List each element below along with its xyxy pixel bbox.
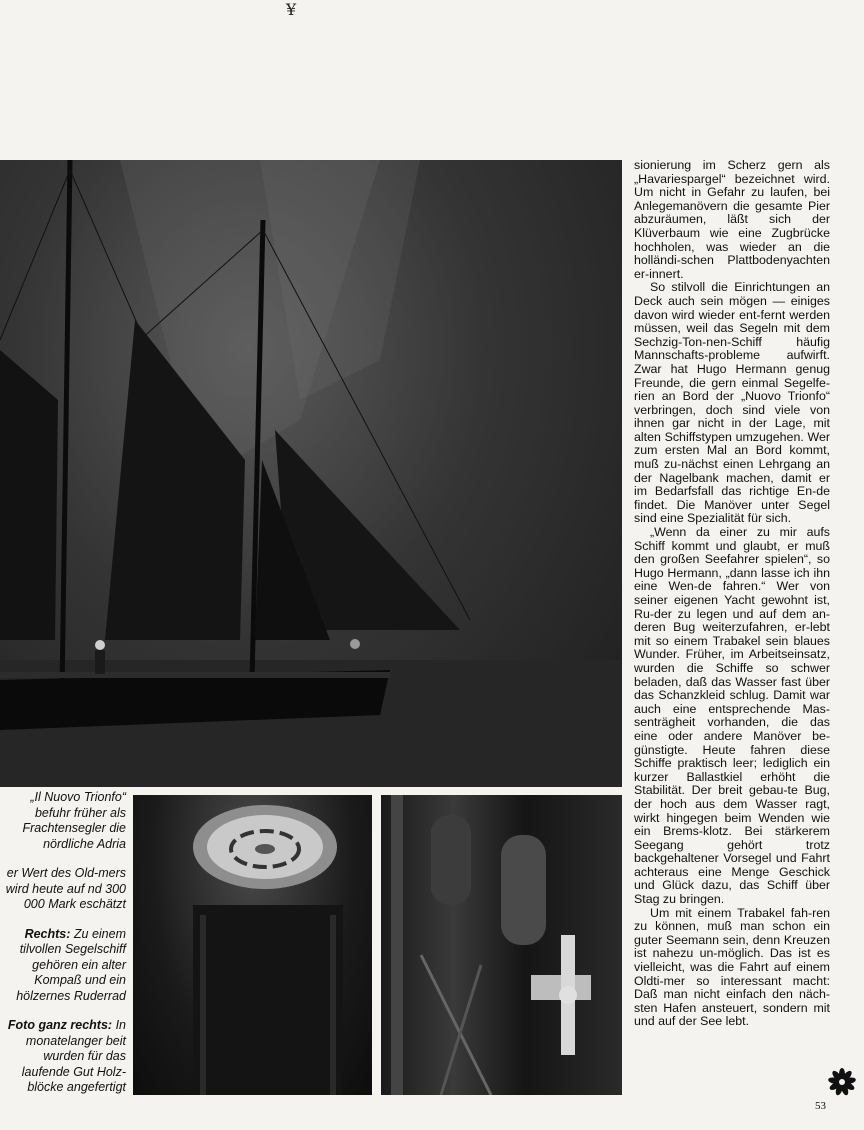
caption-blocks: [0, 1018, 126, 1096]
article-column: [634, 159, 830, 1029]
compass-photo: [133, 795, 372, 1095]
sailing-ship-photo: [0, 160, 622, 787]
article-paragraph: Um mit einem Trabakel fah-ren zu können, muß man schon ein guter Seemann sein, denn Kreuzen ist nahezu un-möglich. Das ist es vielleicht, was die Fahrt auf einem Oldti-mer so interessant macht: Daß man nicht einfach den näch-sten Hafen ansteuert, sondern mit und auf der See lebt.: [634, 905, 830, 1029]
caption-compass: [0, 927, 126, 1005]
caption-value: [0, 866, 126, 913]
caption-blocks-text: In monatelanger beit wurden für das laufende Gut Holz-blöcke angefertigt: [21, 1018, 126, 1094]
flower-emblem-icon: [828, 1068, 856, 1096]
caption-ship-text: „Il Nuovo Trionfo“ befuhr früher als Frachtensegler die nördliche Adria: [22, 790, 126, 851]
caption-compass-text: Zu einem tilvollen Segelschiff gehören ein alter Kompaß und ein hölzernes Ruderrad: [16, 926, 126, 1003]
caption-blocks-lead: Foto ganz rechts:: [7, 1018, 113, 1032]
photo-caption: [0, 790, 126, 1110]
page-number: 53: [815, 1100, 826, 1112]
article-paragraph: So stilvoll die Einrichtungen an Deck auch sein mögen — einiges davon wird wieder ent-fernt werden müssen, weil das Segeln mit dem Sechzig-Ton-nen-Schiff häufig Mannschafts-probleme aufwirft. Zwar hat Hugo Hermann genug Freunde, die gern einmal Segelfe-rien an Bord der „Nuovo Trionfo“ verbringen, doch sind viele von ihnen gar nicht in der Lage, mit alten Schiffstypen umzugehen. Wer zum ersten Mal an Bord kommt, muß zu-nächst einen Lehrgang an der Nagelbank machen, damit er im Bedarfsfall das richtige En-de findet. Die Manöver unter Segel sind eine Spezialität für sich.: [634, 280, 830, 526]
top-margin-mark: ¥: [286, 0, 297, 19]
caption-compass-lead: Rechts:: [24, 926, 71, 941]
article-paragraph: „Wenn da einer zu mir aufs Schiff kommt und glaubt, er muß den großen Seefahrer spielen“, so Hugo Hermann, „dann lasse ich ihn eine Wen-de fahren.“ Wer von seiner eigenen Yacht gewohnt ist, Ru-der zu legen und auf dem an-deren Bug weiterzufahren, er-lebt mit so einem Trabakel sein blaues Wunder. Früher, im Arbeitseinsatz, wurden die Schiffe so schwer beladen, daß das Wasser fast über das Schanzkleid schlug. Damit war auch eine entsprechende Mas-senträgheit vorhanden, die das eine oder andere Manöver be-günstigte. Heute fahren diese Schiffe praktisch leer; lediglich ein kurzer Ballastkiel erhöht die Stabilität. Der breit gebau-te Bug, der hoch aus dem Wasser ragt, wirkt hingegen beim Wenden wie ein Brems-klotz. Bei stärkerem Seegang gehört trotz backgehaltener Vorsegel und Fahrt achteraus eine Menge Geschick und Glück dazu, das Schiff über Stag zu bringen.: [634, 525, 830, 907]
caption-ship: [0, 790, 126, 852]
wooden-blocks-photo: [381, 795, 622, 1095]
article-paragraph: sionierung im Scherz gern als „Havariespargel“ bezeichnet wird. Um nicht in Gefahr zu laufen, bei Anlegemanövern die gesamte Pier abzuräumen, läßt sich der Klüverbaum wie eine Zugbrücke hochholen, was wieder an die holländi-schen Plattbodenyachten er-innert.: [634, 158, 830, 281]
caption-value-text: er Wert des Old-mers wird heute auf nd 300 000 Mark eschätzt: [5, 866, 126, 911]
